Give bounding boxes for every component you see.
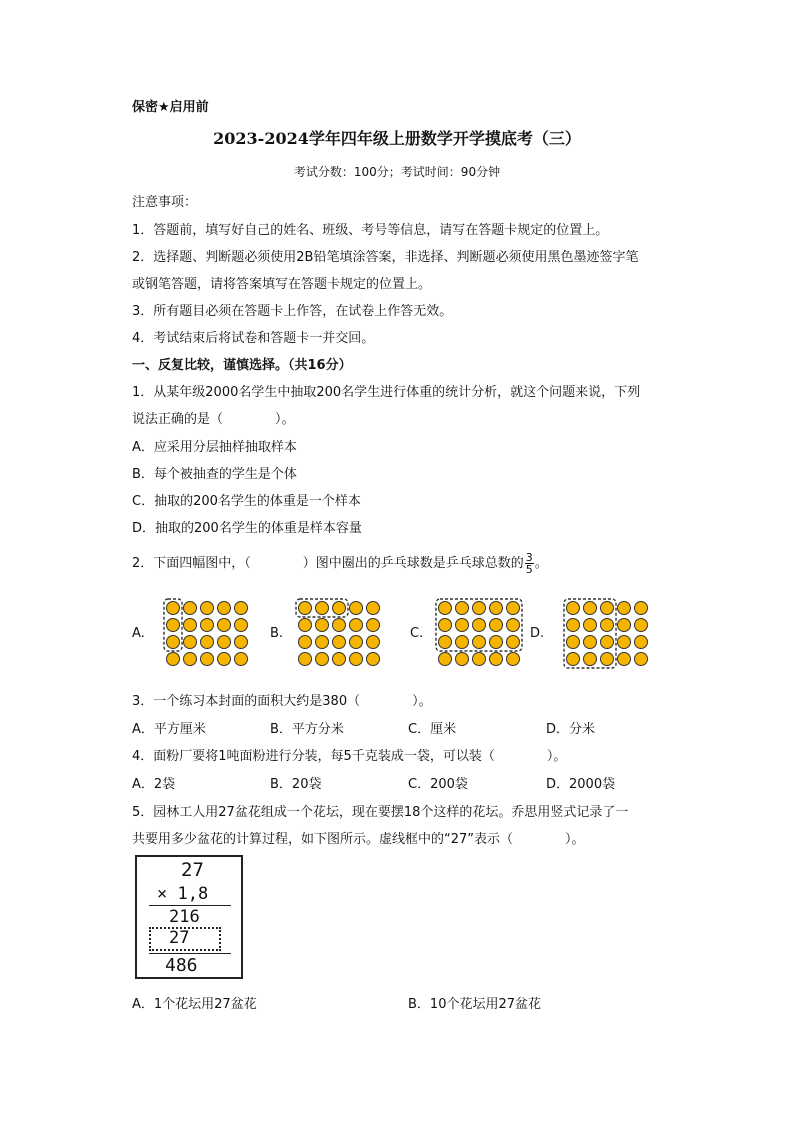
ping-pong-ball: [635, 636, 648, 649]
ping-pong-ball: [333, 619, 346, 632]
ping-pong-ball: [316, 602, 329, 615]
secret-label: 保密★启用前: [132, 100, 209, 115]
figure-b: [292, 596, 392, 676]
ping-pong-ball: [567, 636, 580, 649]
ping-pong-ball: [367, 619, 380, 632]
ping-pong-ball: [367, 602, 380, 615]
partial-product-2: 27: [169, 928, 190, 948]
ping-pong-ball: [299, 653, 312, 666]
ping-pong-ball: [167, 602, 180, 615]
fraction: [525, 552, 534, 575]
partial-product-1: 216: [169, 907, 200, 927]
ping-pong-ball: [201, 653, 214, 666]
exam-info: 考试分数：100分；考试时间：90分钟: [293, 165, 501, 179]
figure-label-d: D.: [530, 626, 545, 641]
rule-line: [149, 905, 231, 906]
ping-pong-ball: [367, 653, 380, 666]
fraction-numerator: 3: [525, 551, 533, 564]
ping-pong-ball: [316, 636, 329, 649]
ping-pong-ball: [299, 619, 312, 632]
q2-end: 。: [534, 556, 548, 571]
figure-label-b: B.: [270, 626, 284, 641]
ping-pong-ball: [350, 602, 363, 615]
ping-pong-ball: [184, 653, 197, 666]
ping-pong-ball: [507, 636, 520, 649]
ping-pong-ball: [367, 636, 380, 649]
ping-pong-ball: [235, 636, 248, 649]
ping-pong-ball: [201, 619, 214, 632]
note-item: 4．考试结束后将试卷和答题卡一并交回。: [132, 331, 375, 346]
note-item: 或钢笔答题，请将答案填写在答题卡规定的位置上。: [132, 277, 432, 292]
q1-option-a: A．应采用分层抽样抽取样本: [132, 440, 297, 455]
q4-option-d: D．2000袋: [546, 777, 616, 792]
ping-pong-ball: [218, 653, 231, 666]
ping-pong-ball: [184, 636, 197, 649]
notes-heading: 注意事项：: [132, 195, 198, 210]
q3-text: 3．一个练习本封面的面积大约是380（ ）。: [132, 694, 432, 709]
ping-pong-ball: [618, 619, 631, 632]
q2-question: 2．下面四幅图中，（ ）图中圈出的乒乓球数是乒乓球总数的: [132, 556, 524, 571]
ping-pong-ball: [618, 653, 631, 666]
section-heading: 一、反复比较，谨慎选择。（共16分）: [132, 358, 352, 373]
ping-pong-ball: [635, 602, 648, 615]
q1-option-b: B．每个被抽查的学生是个体: [132, 467, 297, 482]
q3-option-a: A．平方厘米: [132, 722, 206, 737]
ping-pong-ball: [473, 619, 486, 632]
note-item: 3．所有题目必须在答题卡上作答，在试卷上作答无效。: [132, 304, 453, 319]
q4-option-c: C．200袋: [408, 777, 468, 792]
fraction-denominator: 5: [525, 563, 533, 576]
q1-text: 说法正确的是（ ）。: [132, 412, 295, 427]
ping-pong-ball: [333, 636, 346, 649]
ping-pong-ball: [439, 619, 452, 632]
ping-pong-ball: [167, 636, 180, 649]
ping-pong-ball: [201, 602, 214, 615]
ping-pong-ball: [584, 619, 597, 632]
ping-pong-ball: [618, 602, 631, 615]
ping-pong-ball: [218, 602, 231, 615]
q2-text: [132, 552, 548, 575]
ping-pong-ball: [618, 636, 631, 649]
ping-pong-ball: [473, 602, 486, 615]
ping-pong-ball: [456, 653, 469, 666]
ping-pong-ball: [456, 619, 469, 632]
ping-pong-ball: [473, 636, 486, 649]
figure-d: [560, 596, 660, 676]
ping-pong-ball: [507, 653, 520, 666]
page-title: 2023-2024学年四年级上册数学开学摸底考（三）: [213, 129, 581, 148]
q1-option-c: C．抽取的200名学生的体重是一个样本: [132, 494, 361, 509]
q1-option-d: D．抽取的200名学生的体重是样本容量: [132, 521, 362, 536]
ping-pong-ball: [350, 653, 363, 666]
q3-option-c: C．厘米: [408, 722, 457, 737]
vertical-calculation: [135, 855, 243, 979]
ping-pong-ball: [235, 619, 248, 632]
q1-text: 1．从某年级2000名学生中抽取200名学生进行体重的统计分析，就这个问题来说，下列: [132, 385, 641, 400]
ping-pong-ball: [439, 653, 452, 666]
q5-text: 5．园林工人用27盆花组成一个花坛，现在要摆18个这样的花坛。乔思用竖式记录了一: [132, 805, 629, 820]
ping-pong-ball: [201, 636, 214, 649]
ping-pong-ball: [439, 602, 452, 615]
ping-pong-ball: [184, 619, 197, 632]
product-result: 486: [165, 955, 198, 976]
ping-pong-ball: [584, 602, 597, 615]
note-item: 2．选择题、判断题必须使用2B铅笔填涂答案，非选择、判断题必须使用黑色墨迹签字笔: [132, 250, 639, 265]
ping-pong-ball: [333, 602, 346, 615]
ping-pong-ball: [490, 636, 503, 649]
ping-pong-ball: [167, 653, 180, 666]
figure-label-c: C.: [410, 626, 424, 641]
ping-pong-ball: [584, 636, 597, 649]
ping-pong-ball: [456, 636, 469, 649]
multiplicand: 27: [181, 859, 204, 881]
ping-pong-ball: [184, 602, 197, 615]
note-item: 1．答题前，填写好自己的姓名、班级、考号等信息，请写在答题卡规定的位置上。: [132, 223, 609, 238]
ping-pong-ball: [473, 653, 486, 666]
ping-pong-ball: [235, 653, 248, 666]
ping-pong-ball: [635, 653, 648, 666]
ping-pong-ball: [490, 653, 503, 666]
ping-pong-ball: [601, 636, 614, 649]
ping-pong-ball: [350, 619, 363, 632]
q3-option-d: D．分米: [546, 722, 596, 737]
q5-text: 共要用多少盆花的计算过程，如下图所示。虚线框中的“27”表示（ ）。: [132, 832, 585, 847]
q4-text: 4．面粉厂要将1吨面粉进行分装，每5千克装成一袋，可以装（ ）。: [132, 749, 567, 764]
ping-pong-ball: [218, 619, 231, 632]
q4-option-a: A．2袋: [132, 777, 176, 792]
ping-pong-ball: [507, 602, 520, 615]
ping-pong-ball: [167, 619, 180, 632]
ping-pong-ball: [567, 653, 580, 666]
ping-pong-ball: [316, 619, 329, 632]
ping-pong-ball: [567, 619, 580, 632]
q5-option-a: A．1个花坛用27盆花: [132, 997, 257, 1012]
ping-pong-ball: [299, 602, 312, 615]
ping-pong-ball: [567, 602, 580, 615]
figure-label-a: A.: [132, 626, 145, 641]
ping-pong-ball: [235, 602, 248, 615]
figure-c: [432, 596, 532, 676]
ping-pong-ball: [601, 602, 614, 615]
ping-pong-ball: [316, 653, 329, 666]
ping-pong-ball: [490, 602, 503, 615]
ping-pong-ball: [490, 619, 503, 632]
ping-pong-ball: [299, 636, 312, 649]
q3-option-b: B．平方分米: [270, 722, 344, 737]
ping-pong-ball: [584, 653, 597, 666]
ping-pong-ball: [350, 636, 363, 649]
ping-pong-ball: [333, 653, 346, 666]
q4-option-b: B．20袋: [270, 777, 322, 792]
ping-pong-ball: [439, 636, 452, 649]
ping-pong-ball: [635, 619, 648, 632]
ping-pong-ball: [218, 636, 231, 649]
ping-pong-ball: [456, 602, 469, 615]
ping-pong-ball: [507, 619, 520, 632]
q5-option-b: B．10个花坛用27盆花: [408, 997, 542, 1012]
figure-a: [160, 596, 260, 676]
multiplier: × 1,8: [157, 884, 209, 904]
ping-pong-ball: [601, 619, 614, 632]
rule-line: [149, 953, 231, 954]
ping-pong-ball: [601, 653, 614, 666]
